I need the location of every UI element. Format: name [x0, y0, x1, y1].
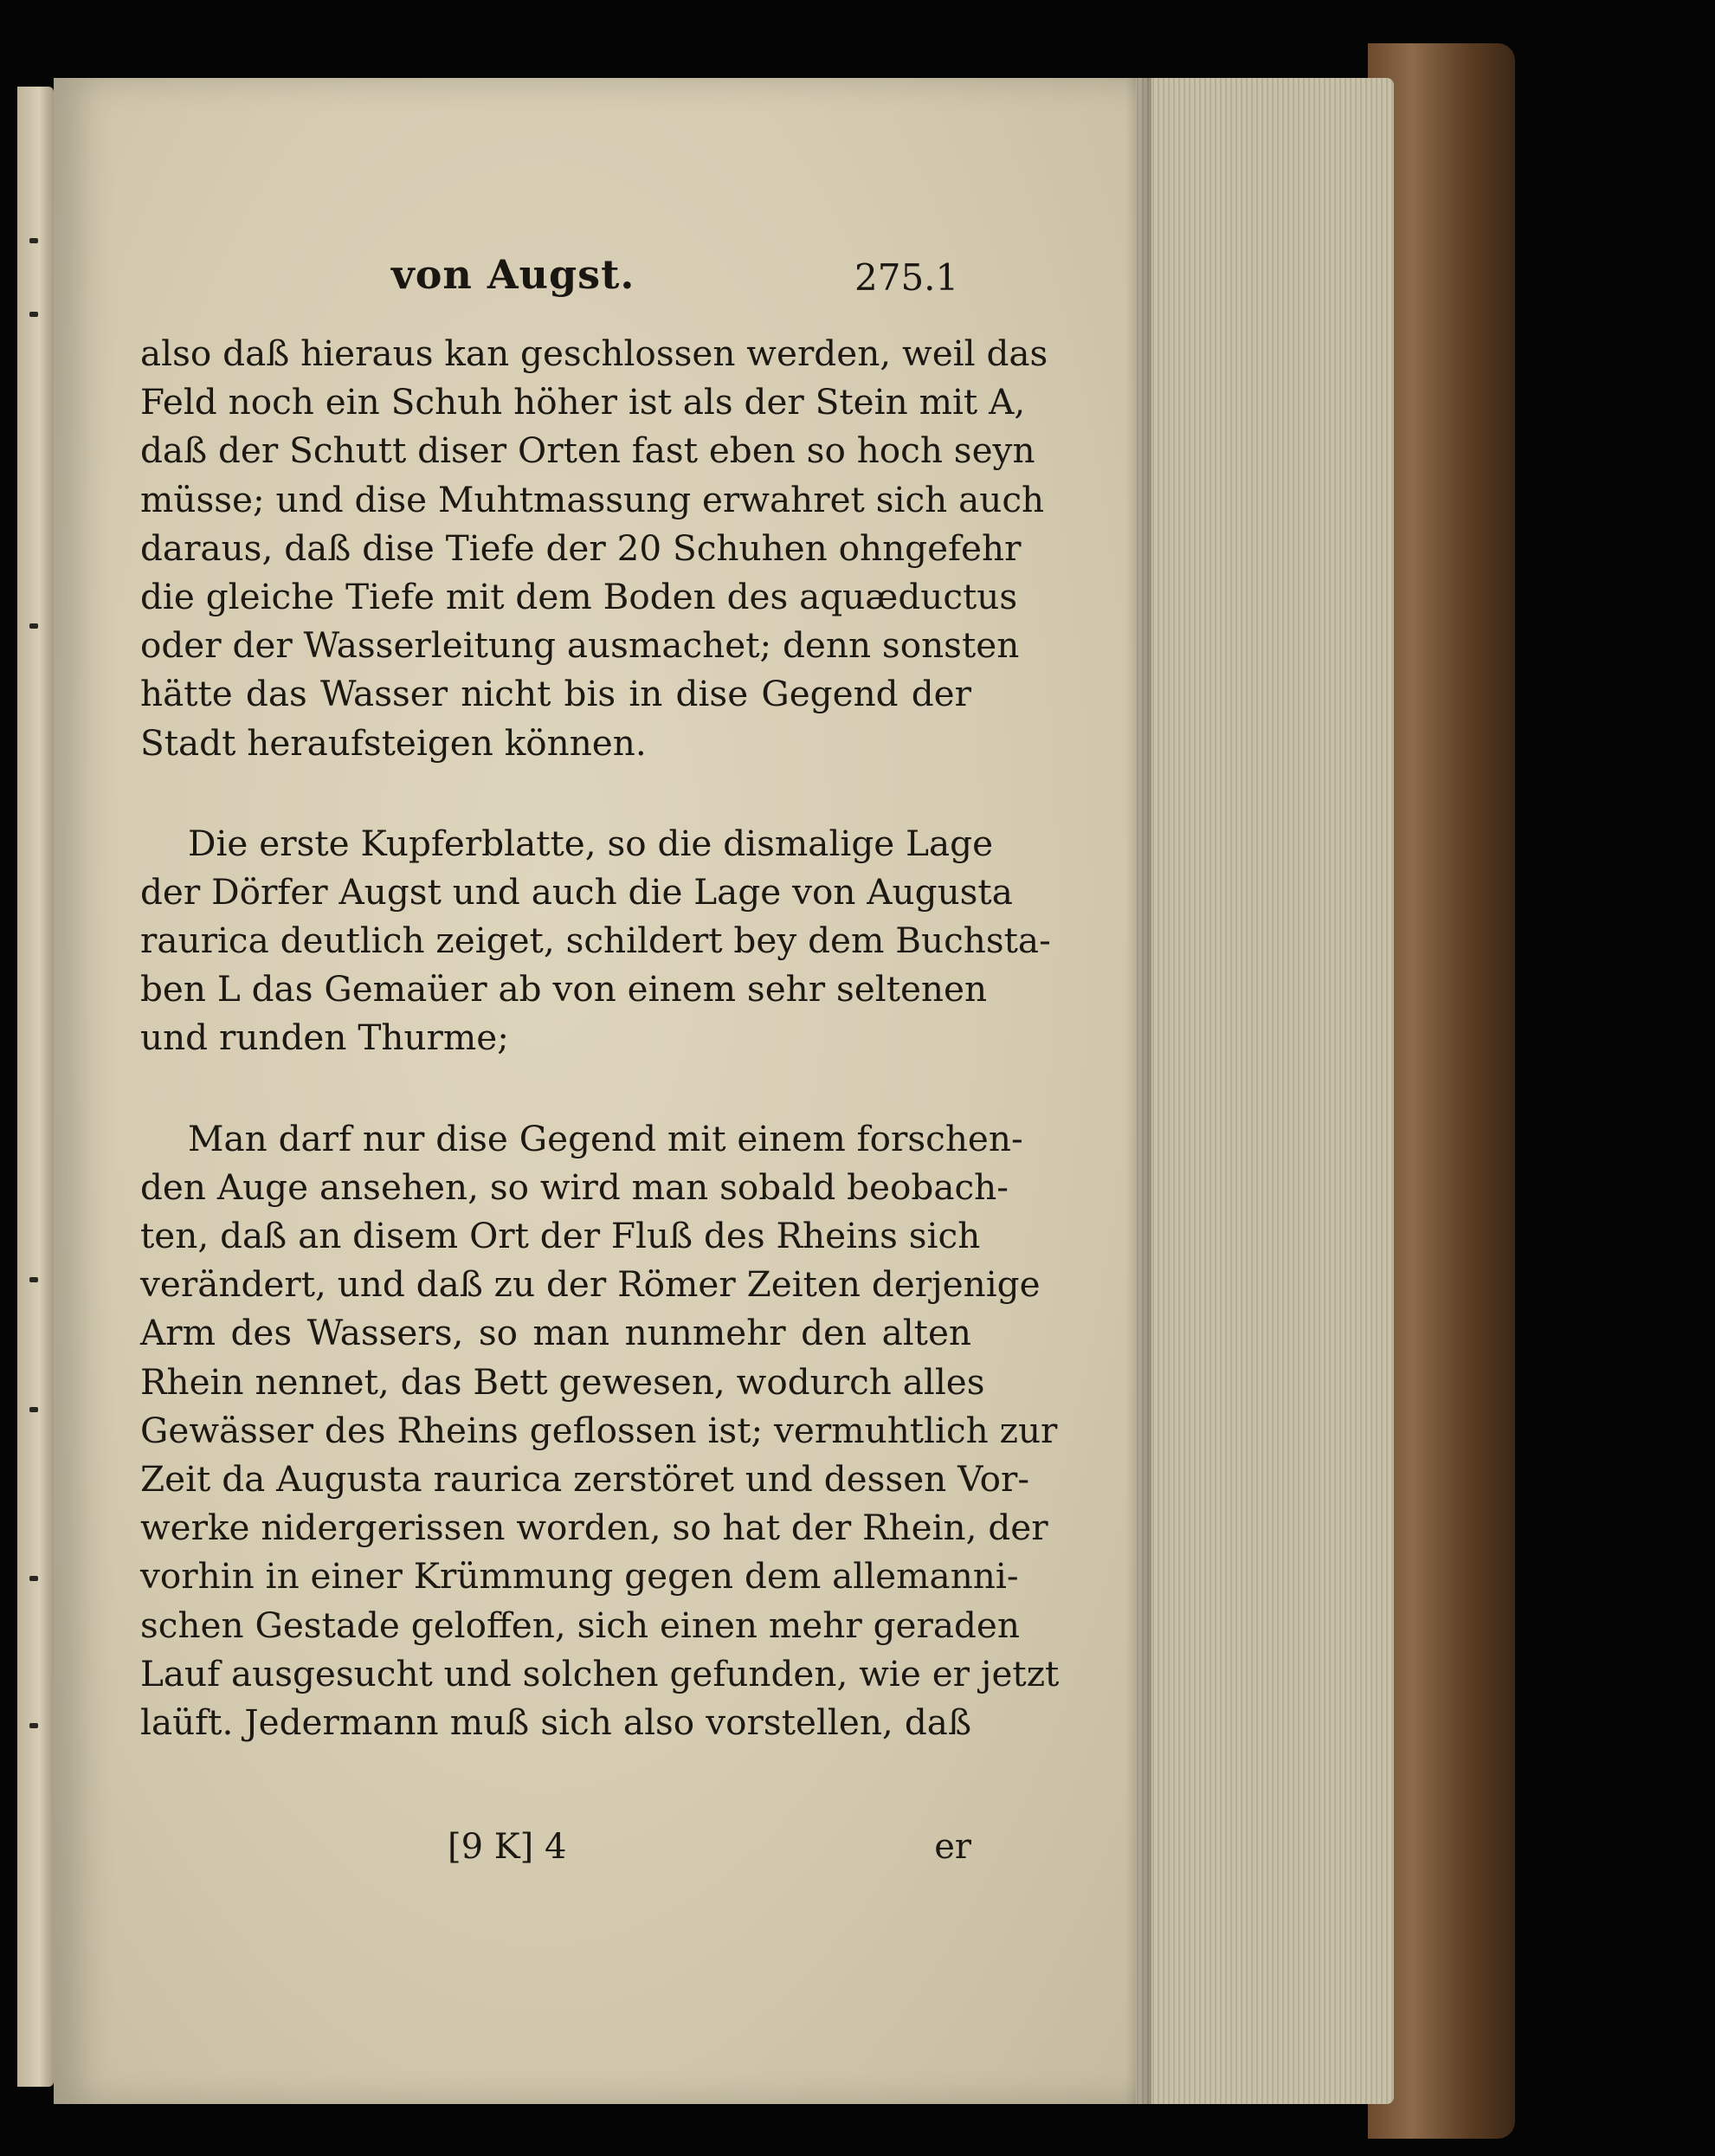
text-line: die gleiche Tiefe mit dem Boden des aquæductus: [140, 575, 1018, 617]
text-line: den Auge ansehen, so wird man sobald beobach-: [140, 1165, 1009, 1208]
text-line: Stadt heraufsteigen können.: [140, 721, 647, 764]
text-line: der Dörfer Augst und auch die Lage von Augusta: [140, 870, 1013, 913]
text-line: raurica deutlich zeiget, schildert bey dem Buchsta-: [140, 920, 1051, 962]
text-line: laüft. Jedermann muß sich also vorstellen, daß: [140, 1701, 971, 1743]
facing-page-mark: [29, 1277, 38, 1282]
facing-page-mark: [29, 1576, 38, 1581]
book-page: [54, 78, 1136, 2104]
page-edges: [1134, 78, 1394, 2104]
text-line: Feld noch ein Schuh höher ist als der Stein mit A,: [140, 381, 1026, 423]
text-line: Man darf nur dise Gegend mit einem forschen-: [188, 1117, 1023, 1159]
text-line: daraus, daß dise Tiefe der 20 Schuhen ohngefehr: [140, 526, 1022, 569]
gutter-shadow: [1125, 78, 1151, 2104]
running-head: [54, 251, 1136, 320]
text-line: hätte das Wasser nicht bis in dise Gegend der: [140, 673, 971, 715]
body-text: [140, 329, 1060, 1746]
facing-page-mark: [29, 1723, 38, 1728]
book: [17, 61, 1454, 2139]
text-line: also daß hieraus kan geschlossen werden, weil das: [140, 332, 1048, 374]
text-line: oder der Wasserleitung ausmachet; denn sonsten: [140, 624, 1020, 667]
text-line: und runden Thurme;: [140, 1017, 509, 1059]
text-line: daß der Schutt diser Orten fast eben so hoch seyn: [140, 429, 1035, 472]
text-line: Rhein nennet, das Bett gewesen, wodurch alles: [140, 1360, 985, 1403]
paragraph-1: [140, 329, 1048, 767]
facing-page-mark: [29, 312, 38, 317]
paragraph-3: [140, 1114, 1060, 1746]
text-line: Lauf ausgesucht und solchen gefunden, wie er jetzt: [140, 1652, 1060, 1694]
text-line: Arm des Wassers, so man nunmehr den alten: [140, 1312, 971, 1354]
text-line: Zeit da Augusta raurica zerstöret und dessen Vor-: [140, 1457, 1030, 1500]
text-line: schen Gestade geloffen, sich einen mehr geraden: [140, 1604, 1020, 1646]
facing-page-mark: [29, 623, 38, 629]
catchword: er: [934, 1827, 971, 1867]
signature-mark: [9 K] 4: [448, 1827, 567, 1867]
text-line: vorhin in einer Krümmung gegen dem allemanni-: [140, 1555, 1019, 1598]
running-title: von Augst.: [391, 251, 635, 298]
text-line: müsse; und dise Muhtmassung erwahret sich auch: [140, 478, 1045, 520]
text-line: ten, daß an disem Ort der Fluß des Rheins sich: [140, 1215, 981, 1256]
signature-line: [140, 1827, 971, 1879]
text-line: verändert, und daß zu der Römer Zeiten derjenige: [140, 1263, 1041, 1306]
facing-page-mark: [29, 1407, 38, 1412]
facing-page-mark: [29, 238, 38, 243]
text-line: Die erste Kupferblatte, so die dismalige Lage: [188, 822, 994, 864]
text-line: Gewässer des Rheins geflossen ist; vermuhtlich zur: [140, 1409, 1058, 1451]
page-number: 275.1: [854, 256, 959, 299]
facing-page-edge: [17, 87, 54, 2087]
paragraph-2: [140, 819, 1051, 1062]
text-line: werke nidergerissen worden, so hat der Rhein, der: [140, 1507, 1048, 1549]
text-line: ben L das Gemaüer ab von einem sehr seltenen: [140, 968, 988, 1010]
